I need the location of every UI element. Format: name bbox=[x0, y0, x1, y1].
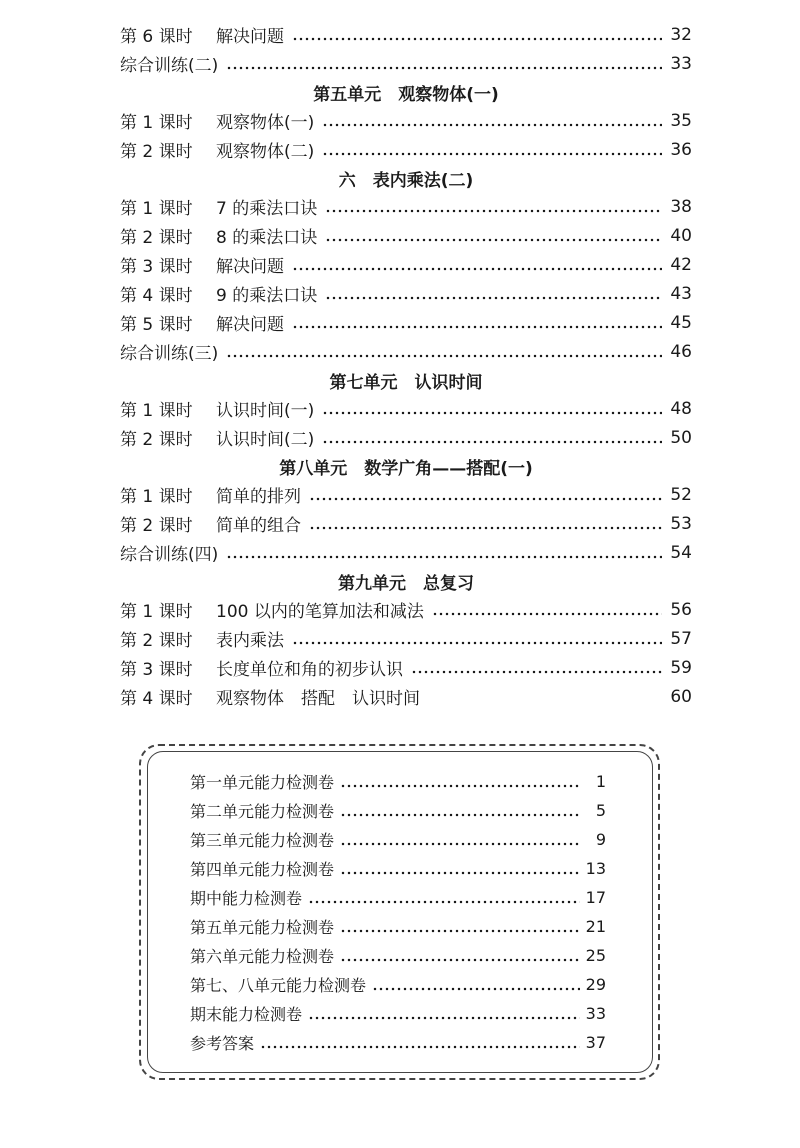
page-number: 54 bbox=[670, 542, 692, 563]
dot-leader bbox=[292, 314, 662, 331]
dot-leader bbox=[411, 659, 662, 676]
test-title: 期中能力检测卷 bbox=[190, 889, 303, 908]
page-number: 5 bbox=[595, 801, 606, 820]
unit-heading: 六 表内乘法(二) bbox=[338, 170, 474, 191]
toc-entry[interactable] bbox=[120, 682, 692, 711]
dot-leader bbox=[292, 256, 662, 273]
test-title: 期末能力检测卷 bbox=[190, 1005, 303, 1024]
lesson-number: 第 1 课时 bbox=[120, 487, 193, 507]
lesson-number: 第 1 课时 bbox=[120, 199, 193, 219]
lesson-number: 第 6 课时 bbox=[120, 27, 193, 47]
test-entry[interactable] bbox=[190, 854, 606, 883]
toc-entry[interactable] bbox=[120, 49, 692, 78]
toc-entry[interactable] bbox=[120, 192, 692, 221]
toc-entry[interactable] bbox=[120, 595, 692, 624]
dot-leader bbox=[292, 630, 662, 647]
dot-leader bbox=[340, 947, 580, 964]
toc-entry[interactable] bbox=[120, 308, 692, 337]
dot-leader bbox=[309, 515, 662, 532]
page-number: 57 bbox=[670, 628, 692, 649]
lesson-number: 第 2 课时 bbox=[120, 631, 193, 651]
lesson-number: 第 3 课时 bbox=[120, 660, 193, 680]
entry-title: 7 的乘法口诀 bbox=[216, 199, 318, 219]
page-number: 36 bbox=[670, 139, 692, 160]
lesson-number: 第 2 课时 bbox=[120, 228, 193, 248]
entry-title: 观察物体(二) bbox=[216, 142, 315, 162]
test-entry[interactable] bbox=[190, 1028, 606, 1057]
entry-title: 综合训练(四) bbox=[120, 545, 219, 565]
test-entry[interactable] bbox=[190, 883, 606, 912]
toc-entry[interactable] bbox=[120, 135, 692, 164]
dot-leader bbox=[322, 141, 662, 158]
toc-entry[interactable] bbox=[120, 20, 692, 49]
page-number: 45 bbox=[670, 312, 692, 333]
test-entry[interactable] bbox=[190, 941, 606, 970]
page-number: 33 bbox=[670, 53, 692, 74]
dot-leader bbox=[432, 601, 663, 618]
entry-title: 认识时间(一) bbox=[216, 401, 315, 421]
dot-leader bbox=[340, 831, 580, 848]
lesson-number: 第 1 课时 bbox=[120, 401, 193, 421]
page-number: 37 bbox=[585, 1033, 606, 1052]
entry-title: 8 的乘法口诀 bbox=[216, 228, 318, 248]
dot-leader bbox=[340, 773, 580, 790]
test-entry[interactable] bbox=[190, 825, 606, 854]
page-number: 59 bbox=[670, 657, 692, 678]
test-title: 第四单元能力检测卷 bbox=[190, 860, 335, 879]
test-papers-list bbox=[190, 767, 606, 1057]
test-title: 第一单元能力检测卷 bbox=[190, 773, 335, 792]
page-number: 1 bbox=[595, 772, 606, 791]
page-number: 32 bbox=[670, 24, 692, 45]
test-title: 第二单元能力检测卷 bbox=[190, 802, 335, 821]
page-number: 38 bbox=[670, 196, 692, 217]
test-entry[interactable] bbox=[190, 912, 606, 941]
entry-title: 100 以内的笔算加法和减法 bbox=[216, 602, 424, 622]
page-number: 33 bbox=[585, 1004, 606, 1023]
entry-title: 长度单位和角的初步认识 bbox=[216, 660, 403, 680]
toc-entry[interactable] bbox=[120, 250, 692, 279]
page-number: 9 bbox=[595, 830, 606, 849]
dot-leader bbox=[292, 26, 662, 43]
page-number: 46 bbox=[670, 341, 692, 362]
page-number: 25 bbox=[585, 946, 606, 965]
test-entry[interactable] bbox=[190, 796, 606, 825]
unit-heading: 第五单元 观察物体(一) bbox=[313, 84, 499, 105]
dot-leader bbox=[226, 544, 662, 561]
entry-title: 9 的乘法口诀 bbox=[216, 286, 318, 306]
test-title: 参考答案 bbox=[190, 1034, 255, 1053]
page-number: 60 bbox=[670, 686, 692, 707]
page-number: 35 bbox=[670, 110, 692, 131]
dot-leader bbox=[322, 112, 662, 129]
lesson-number: 第 4 课时 bbox=[120, 689, 193, 709]
entry-title: 简单的组合 bbox=[216, 516, 301, 536]
entry-title: 观察物体(一) bbox=[216, 113, 315, 133]
dot-leader bbox=[325, 198, 662, 215]
entry-title: 解决问题 bbox=[216, 257, 284, 277]
page-number: 21 bbox=[585, 917, 606, 936]
page-number: 29 bbox=[585, 975, 606, 994]
dot-leader bbox=[340, 918, 580, 935]
page-number: 17 bbox=[585, 888, 606, 907]
lesson-number: 第 2 课时 bbox=[120, 142, 193, 162]
toc-entry[interactable] bbox=[120, 538, 692, 567]
dot-leader bbox=[308, 1005, 580, 1022]
toc-entry[interactable] bbox=[120, 337, 692, 366]
test-title: 第七、八单元能力检测卷 bbox=[190, 976, 367, 995]
page-number: 42 bbox=[670, 254, 692, 275]
entry-title: 综合训练(三) bbox=[120, 344, 219, 364]
dot-leader bbox=[308, 889, 580, 906]
test-title: 第六单元能力检测卷 bbox=[190, 947, 335, 966]
toc-entry[interactable] bbox=[120, 423, 692, 452]
entry-title: 表内乘法 bbox=[216, 631, 284, 651]
toc-entry[interactable] bbox=[120, 106, 692, 135]
page-number: 53 bbox=[670, 513, 692, 534]
dot-leader bbox=[322, 400, 662, 417]
test-title: 第三单元能力检测卷 bbox=[190, 831, 335, 850]
dot-leader bbox=[260, 1034, 580, 1051]
dot-leader bbox=[428, 688, 662, 705]
dot-leader bbox=[340, 802, 580, 819]
page-number: 48 bbox=[670, 398, 692, 419]
test-title: 第五单元能力检测卷 bbox=[190, 918, 335, 937]
lesson-number: 第 3 课时 bbox=[120, 257, 193, 277]
unit-heading: 第八单元 数学广角——搭配(一) bbox=[279, 458, 533, 479]
lesson-number: 第 1 课时 bbox=[120, 602, 193, 622]
test-entry[interactable] bbox=[190, 999, 606, 1028]
toc-entry[interactable] bbox=[120, 509, 692, 538]
lesson-number: 第 5 课时 bbox=[120, 315, 193, 335]
page-number: 56 bbox=[670, 599, 692, 620]
dot-leader bbox=[309, 486, 662, 503]
dot-leader bbox=[226, 343, 662, 360]
unit-heading: 第七单元 认识时间 bbox=[329, 372, 483, 393]
entry-title: 解决问题 bbox=[216, 315, 284, 335]
entry-title: 观察物体 搭配 认识时间 bbox=[216, 689, 420, 709]
dot-leader bbox=[325, 285, 662, 302]
lesson-number: 第 2 课时 bbox=[120, 430, 193, 450]
test-entry[interactable] bbox=[190, 970, 606, 999]
unit-heading: 第九单元 总复习 bbox=[338, 573, 474, 594]
test-entry[interactable] bbox=[190, 767, 606, 796]
dot-leader bbox=[226, 55, 662, 72]
toc-entry[interactable] bbox=[120, 653, 692, 682]
page-number: 52 bbox=[670, 484, 692, 505]
page-number: 40 bbox=[670, 225, 692, 246]
entry-title: 认识时间(二) bbox=[216, 430, 315, 450]
entry-title: 综合训练(二) bbox=[120, 56, 219, 76]
table-of-contents bbox=[120, 20, 692, 711]
dot-leader bbox=[325, 227, 662, 244]
entry-title: 解决问题 bbox=[216, 27, 284, 47]
lesson-number: 第 1 课时 bbox=[120, 113, 193, 133]
toc-entry[interactable] bbox=[120, 394, 692, 423]
toc-entry[interactable] bbox=[120, 480, 692, 509]
toc-entry[interactable] bbox=[120, 279, 692, 308]
page-number: 50 bbox=[670, 427, 692, 448]
entry-title: 简单的排列 bbox=[216, 487, 301, 507]
page-number: 43 bbox=[670, 283, 692, 304]
lesson-number: 第 4 课时 bbox=[120, 286, 193, 306]
toc-entry[interactable] bbox=[120, 624, 692, 653]
dot-leader bbox=[322, 429, 662, 446]
dot-leader bbox=[372, 976, 580, 993]
toc-entry[interactable] bbox=[120, 221, 692, 250]
page-number: 13 bbox=[585, 859, 606, 878]
dot-leader bbox=[340, 860, 580, 877]
lesson-number: 第 2 课时 bbox=[120, 516, 193, 536]
